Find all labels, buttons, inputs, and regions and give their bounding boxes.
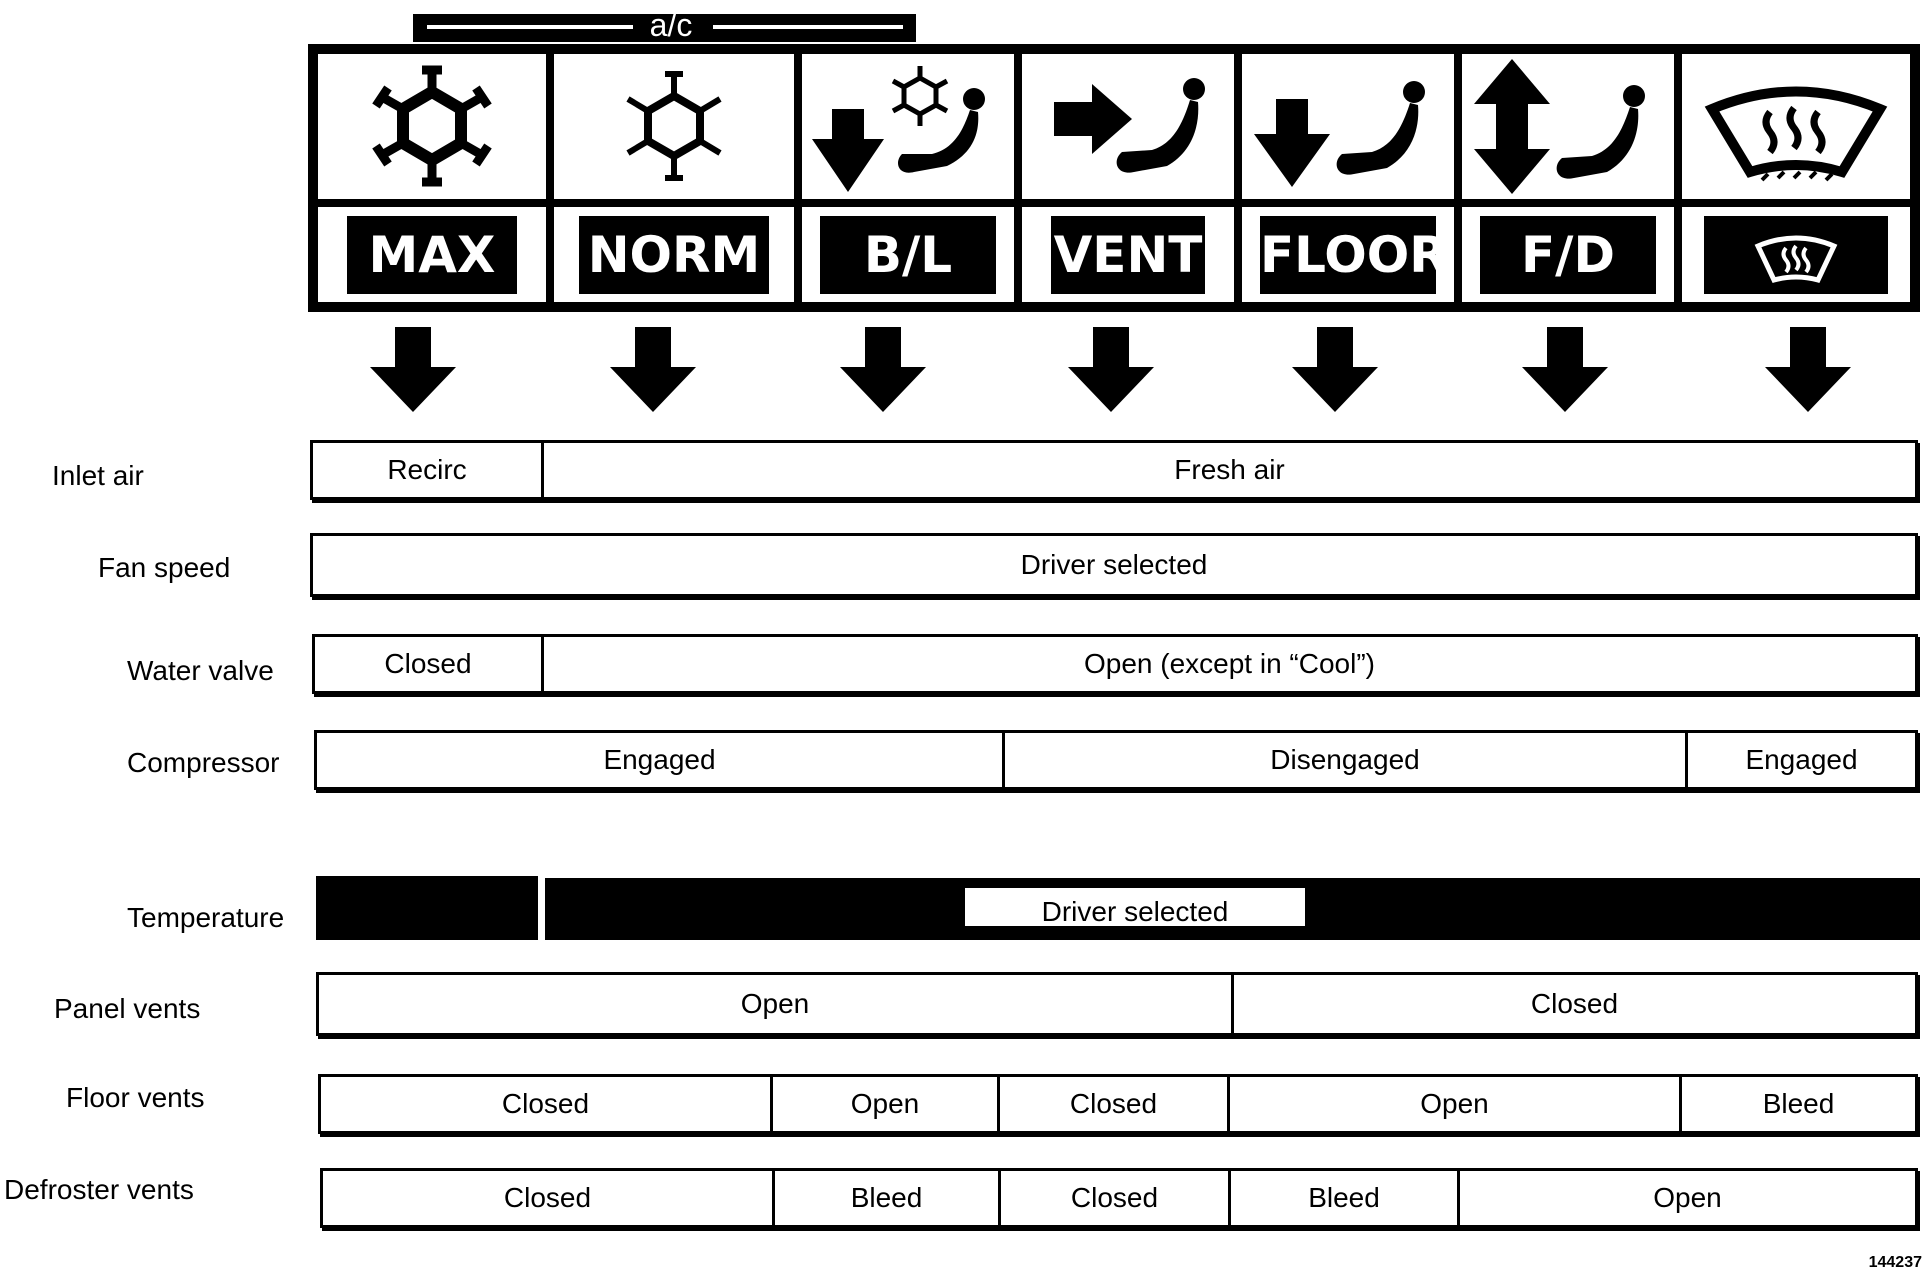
- ac-label: a/c: [649, 7, 693, 43]
- mode-norm-cell[interactable]: [554, 207, 794, 302]
- mode-bl-icon-cell: [802, 54, 1014, 199]
- mode-vent-cell[interactable]: [1022, 207, 1234, 302]
- snowflake-icon: [554, 54, 794, 199]
- bilevel-airflow-icon: [802, 54, 1014, 199]
- segment: Closed: [323, 1171, 775, 1225]
- mode-bl-label: B/L: [820, 216, 996, 294]
- arrow-down-icon: [1765, 327, 1851, 412]
- row-label-inlet-air: Inlet air: [52, 460, 144, 491]
- segment: Bleed: [775, 1171, 1001, 1225]
- segment: Open: [319, 975, 1234, 1033]
- windshield-defrost-icon: [1682, 54, 1910, 199]
- floor-defrost-airflow-icon: [1462, 54, 1674, 199]
- mode-max-label: MAX: [347, 216, 517, 294]
- arrow-down-icon: [610, 327, 696, 412]
- arrow-down-icon: [840, 327, 926, 412]
- figure-id: 144237: [1868, 1254, 1922, 1271]
- arrow-down-icon: [1292, 327, 1378, 412]
- fan-speed-bar: [310, 533, 1918, 597]
- defroster-vents-bar: [320, 1168, 1918, 1228]
- inlet-air-bar: [310, 440, 1918, 500]
- compressor-bar: [314, 730, 1918, 790]
- vent-airflow-icon: [1022, 54, 1234, 199]
- segment: Recirc: [313, 443, 544, 497]
- segment: Disengaged: [1005, 733, 1688, 787]
- mode-max-cell[interactable]: [318, 207, 546, 302]
- segment: Engaged: [1745, 744, 1858, 775]
- row-label-floor-vents: Floor vents: [66, 1082, 205, 1113]
- temperature-bar-max: [316, 876, 538, 940]
- mode-vent-label: VENT: [1051, 216, 1205, 294]
- mode-defrost-icon-cell: [1682, 54, 1910, 199]
- snowflake-bold-icon: [318, 54, 546, 199]
- row-label-compressor: Compressor: [127, 747, 280, 778]
- mode-floor-cell[interactable]: [1242, 207, 1454, 302]
- segment: Open (except in “Cool”): [1083, 648, 1375, 679]
- ac-header-bar: [413, 7, 916, 43]
- windshield-defrost-small-icon: [1746, 228, 1846, 288]
- mode-panel: [308, 44, 1920, 312]
- segment: Driver selected: [1020, 549, 1208, 580]
- segment: Closed: [1530, 988, 1619, 1019]
- mode-norm-label: NORM: [579, 216, 769, 294]
- row-label-water-valve: Water valve: [127, 655, 274, 686]
- segment: Engaged: [317, 733, 1005, 787]
- segment: Closed: [1001, 1171, 1231, 1225]
- mode-fd-icon-cell: [1462, 54, 1674, 199]
- temperature-value: Driver selected: [965, 888, 1305, 926]
- mode-defrost-label: [1704, 216, 1888, 294]
- segment: Open: [1230, 1077, 1682, 1131]
- segment: Fresh air: [1174, 454, 1285, 485]
- segment: Open: [773, 1077, 1000, 1131]
- mode-floor-icon-cell: [1242, 54, 1454, 199]
- mode-defrost-cell[interactable]: [1682, 207, 1910, 302]
- arrow-down-icon: [1068, 327, 1154, 412]
- mode-fd-cell[interactable]: [1462, 207, 1674, 302]
- mode-norm-icon-cell: [554, 54, 794, 199]
- arrow-down-icon: [1522, 327, 1608, 412]
- row-label-panel-vents: Panel vents: [54, 993, 201, 1024]
- segment: Open: [1653, 1182, 1722, 1213]
- row-label-defroster-vents: Defroster vents: [4, 1174, 194, 1205]
- arrow-down-icon: [370, 327, 456, 412]
- mode-fd-label: F/D: [1480, 216, 1656, 294]
- mode-bl-cell[interactable]: [802, 207, 1014, 302]
- water-valve-bar: [312, 634, 1918, 694]
- segment: Closed: [321, 1077, 773, 1131]
- segment: Closed: [315, 637, 544, 691]
- mode-floor-label: FLOOR: [1260, 216, 1436, 294]
- mode-max-icon-cell: [318, 54, 546, 199]
- row-label-fan-speed: Fan speed: [98, 552, 231, 583]
- panel-vents-bar: [316, 972, 1918, 1036]
- row-label-temperature: Temperature: [127, 902, 285, 933]
- mode-vent-icon-cell: [1022, 54, 1234, 199]
- segment: Closed: [1000, 1077, 1230, 1131]
- segment: Bleed: [1231, 1171, 1460, 1225]
- segment: Bleed: [1762, 1088, 1835, 1119]
- floor-vents-bar: [318, 1074, 1918, 1134]
- floor-airflow-icon: [1242, 54, 1454, 199]
